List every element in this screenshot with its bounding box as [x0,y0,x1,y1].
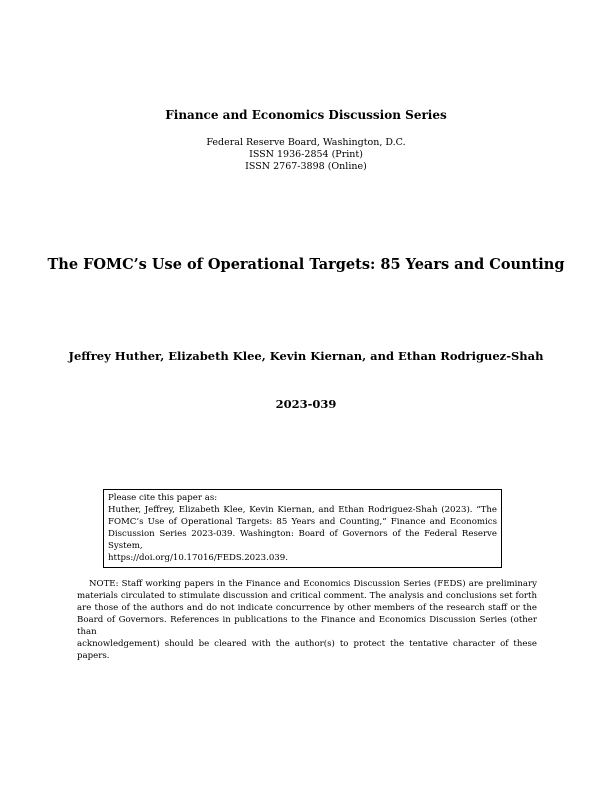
note-line: materials circulated to stimulate discussion and critical comment. The analysis and conclusions set forth [77,591,537,601]
citation-doi: https://doi.org/10.17016/FEDS.2023.039. [108,553,288,563]
citation-intro: Please cite this paper as: [108,493,218,503]
citation-line: Discussion Series 2023-039. Washington: Board of Governors of the Federal Reserve System, [108,529,497,551]
citation-line: FOMC’s Use of Operational Targets: 85 Years and Counting,” Finance and Economics [108,517,497,527]
note-line: NOTE: Staff working papers in the Finance and Economics Discussion Series (FEDS) are preliminary [89,579,537,589]
note-line: acknowledgement) should be cleared with the author(s) to protect the tentative character of these papers. [77,639,537,661]
citation-box [103,489,502,568]
paper-title: The FOMC’s Use of Operational Targets: 85 Years and Counting [47,256,565,273]
issn-online: ISSN 2767-3898 (Online) [245,161,367,172]
series-title: Finance and Economics Discussion Series [165,108,447,122]
paper-number: 2023-039 [275,397,337,411]
paper-authors: Jeffrey Huther, Elizabeth Klee, Kevin Kiernan, and Ethan Rodriguez-Shah [68,349,544,363]
note-line: Board of Governors. References in publications to the Finance and Economics Discussion Series (other than [77,615,537,637]
issn-print: ISSN 1936-2854 (Print) [249,149,363,160]
publisher-location: Federal Reserve Board, Washington, D.C. [206,137,406,148]
citation-line: Huther, Jeffrey, Elizabeth Klee, Kevin Kiernan, and Ethan Rodriguez-Shah (2023). “The [108,505,497,515]
disclaimer-note [77,578,537,662]
note-line: are those of the authors and do not indicate concurrence by other members of the research staff or the [77,603,537,613]
publisher-info [0,137,612,173]
